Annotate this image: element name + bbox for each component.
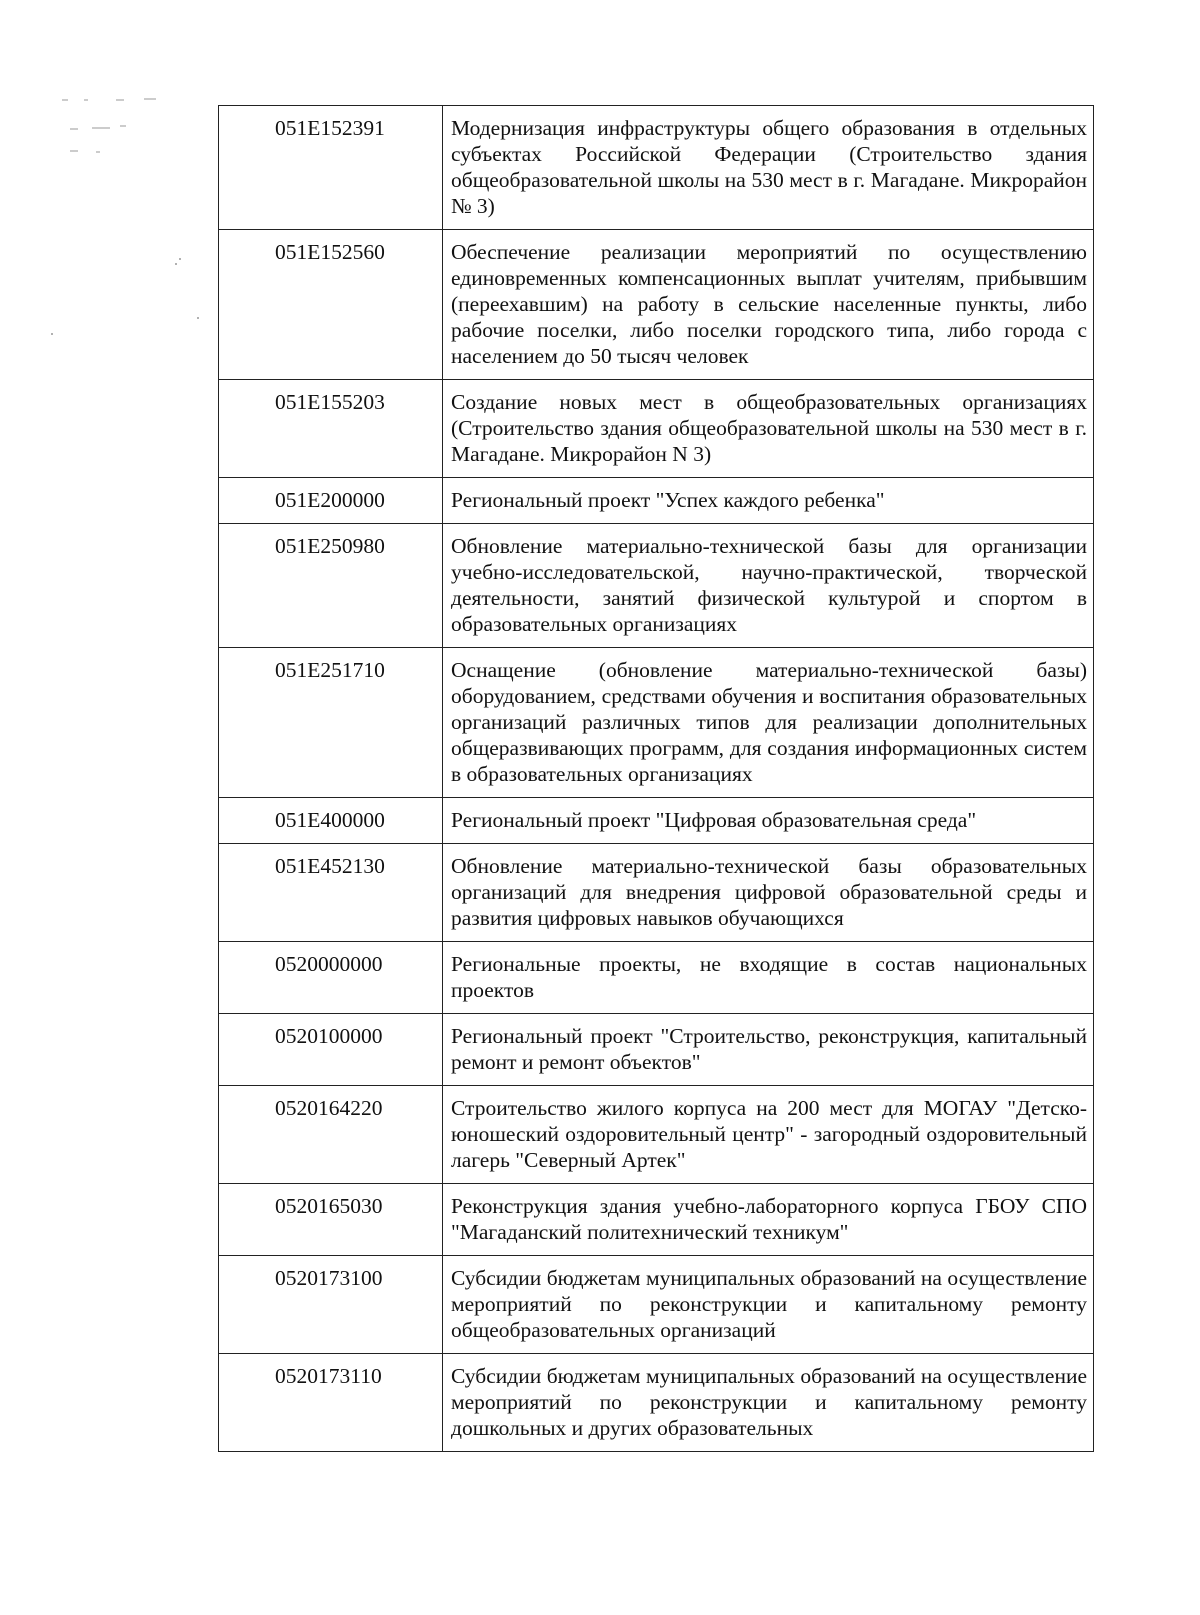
- code-cell: 051E250980: [219, 524, 443, 648]
- code-cell: 0520100000: [219, 1014, 443, 1086]
- code-cell: 051E152391: [219, 106, 443, 230]
- table-row: [219, 1354, 1094, 1452]
- table-row: [219, 1256, 1094, 1354]
- code-cell: 051E400000: [219, 798, 443, 844]
- description-cell: Оснащение (обновление материально-технической базы) оборудованием, средствами обучения и воспитания образовательных организаций различных типов для реализации дополнительных общеразвивающих программ, для создания информационных систем в образовательных организациях: [443, 648, 1094, 798]
- description-cell: Региональные проекты, не входящие в состав национальных проектов: [443, 942, 1094, 1014]
- table-row: [219, 942, 1094, 1014]
- table-row: [219, 524, 1094, 648]
- code-cell: 051E152560: [219, 230, 443, 380]
- table-row: [219, 1014, 1094, 1086]
- table-row: [219, 1086, 1094, 1184]
- description-cell: Обеспечение реализации мероприятий по осуществлению единовременных компенсационных выплат учителям, прибывшим (переехавшим) на работу в сельские населенные пункты, либо рабочие поселки, либо поселки городского типа, либо города с населением до 50 тысяч человек: [443, 230, 1094, 380]
- code-cell: 051E452130: [219, 844, 443, 942]
- code-cell: 0520000000: [219, 942, 443, 1014]
- description-cell: Региональный проект "Успех каждого ребенка": [443, 478, 1094, 524]
- table-row: [219, 844, 1094, 942]
- code-cell: 051E155203: [219, 380, 443, 478]
- code-cell: 0520164220: [219, 1086, 443, 1184]
- code-cell: 051E251710: [219, 648, 443, 798]
- description-cell: Субсидии бюджетам муниципальных образований на осуществление мероприятий по реконструкции и капитальному ремонту общеобразовательных организаций: [443, 1256, 1094, 1354]
- description-cell: Реконструкция здания учебно-лабораторного корпуса ГБОУ СПО "Магаданский политехнический техникум": [443, 1184, 1094, 1256]
- description-cell: Строительство жилого корпуса на 200 мест для МОГАУ "Детско-юношеский оздоровительный центр" - загородный оздоровительный лагерь "Северный Артек": [443, 1086, 1094, 1184]
- code-cell: 051E200000: [219, 478, 443, 524]
- description-cell: Создание новых мест в общеобразовательных организациях (Строительство здания общеобразовательной школы на 530 мест в г. Магадане. Микрорайон N 3): [443, 380, 1094, 478]
- description-cell: Региональный проект "Строительство, реконструкция, капитальный ремонт и ремонт объектов": [443, 1014, 1094, 1086]
- table-body: [219, 106, 1094, 1452]
- code-cell: 0520173110: [219, 1354, 443, 1452]
- table-row: [219, 380, 1094, 478]
- budget-codes-table: [218, 105, 1094, 1452]
- code-cell: 0520165030: [219, 1184, 443, 1256]
- description-cell: Модернизация инфраструктуры общего образования в отдельных субъектах Российской Федерации (Строительство здания общеобразовательной школы на 530 мест в г. Магадане. Микрорайон № 3): [443, 106, 1094, 230]
- description-cell: Обновление материально-технической базы образовательных организаций для внедрения цифровой образовательной среды и развития цифровых навыков обучающихся: [443, 844, 1094, 942]
- table-row: [219, 1184, 1094, 1256]
- table-row: [219, 230, 1094, 380]
- code-cell: 0520173100: [219, 1256, 443, 1354]
- description-cell: Обновление материально-технической базы для организации учебно-исследовательской, научно-практической, творческой деятельности, занятий физической культурой и спортом в образовательных организациях: [443, 524, 1094, 648]
- table-row: [219, 648, 1094, 798]
- table-row: [219, 478, 1094, 524]
- description-cell: Субсидии бюджетам муниципальных образований на осуществление мероприятий по реконструкции и капитальному ремонту дошкольных и других образовательных: [443, 1354, 1094, 1452]
- scan-noise-marks: [48, 96, 208, 356]
- table-row: [219, 798, 1094, 844]
- table-row: [219, 106, 1094, 230]
- description-cell: Региональный проект "Цифровая образовательная среда": [443, 798, 1094, 844]
